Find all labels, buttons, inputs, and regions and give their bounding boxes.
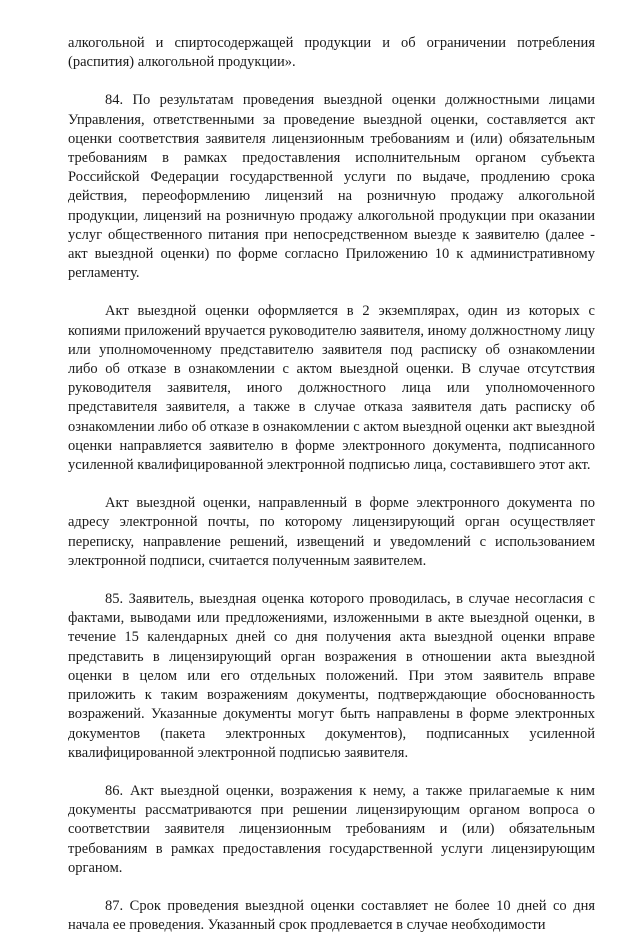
paragraph-86: 86. Акт выездной оценки, возражения к нему, а также прилагаемые к ним документы рассматриваются при решении лицензирующим органом вопроса о соответствии заявителя лицензионным требованиям и (или) обязательным требованиям в рамках предоставления государственной услуги лицензирующим органом.	[68, 782, 595, 876]
paragraph-act-copies: Акт выездной оценки оформляется в 2 экземплярах, один из которых с копиями приложений вручается руководителю заявителя, иному должностному лицу или уполномоченному представителю заявителя под расписку об ознакомлении либо об отказе в ознакомлении с актом выездной оценки. В случае отсутствия руководителя заявителя, иного должностного лица или уполномоченного представителя заявителя, а также в случае отказа заявителя дать расписку об ознакомлении либо об отказе в ознакомлении с актом выездной оценки акт выездной оценки направляется заявителю в форме электронного документа, подписанного усиленной квалифицированной электронной подписью лица, составившего этот акт.	[68, 303, 595, 474]
paragraph-act-electronic: Акт выездной оценки, направленный в форме электронного документа по адресу электронной почты, по которому лицензирующий орган осуществляет переписку, направление решений, извещений и уведомлений с использованием электронной подписи, считается полученным заявителем.	[68, 495, 595, 569]
paragraph-84: 84. По результатам проведения выездной оценки должностными лицами Управления, ответственными за проведение выездной оценки, составляется акт оценки соответствия заявителя лицензионным требованиям и (или) обязательным требованиям в рамках предоставления исполнительным органом субъекта Российской Федерации государственной услуги по выдаче, продлению срока действия, переоформлению лицензий на розничную продажу алкогольной продукции, лицензий на розничную продажу алкогольной продукции при оказании услуг общественного питания при непосредственном выезде к заявителю (далее - акт выездной оценки) по форме согласно Приложению 10 к административному регламенту.	[68, 92, 595, 282]
paragraph-continuation: алкогольной и спиртосодержащей продукции и об ограничении потребления (распития) алкогольной продукции».	[68, 35, 595, 71]
paragraph-87: 87. Срок проведения выездной оценки составляет не более 10 дней со дня начала ее проведения. Указанный срок продлевается в случае необходимости	[68, 897, 595, 934]
paragraph-85: 85. Заявитель, выездная оценка которого проводилась, в случае несогласия с фактами, выводами или предложениями, изложенными в акте выездной оценки, в течение 15 календарных дней со дня получения акта выездной оценки вправе представить в лицензирующий орган возражения в отношении акта выездной оценки в целом или его отдельных положений. При этом заявитель вправе приложить к таким возражениям документы, подтверждающие обоснованность возражений. Указанные документы могут быть направлены в форме электронных документов (пакета электронных документов), подписанных усиленной квалифицированной электронной подписью заявителя.	[68, 591, 595, 761]
document-page	[68, 34, 595, 935]
